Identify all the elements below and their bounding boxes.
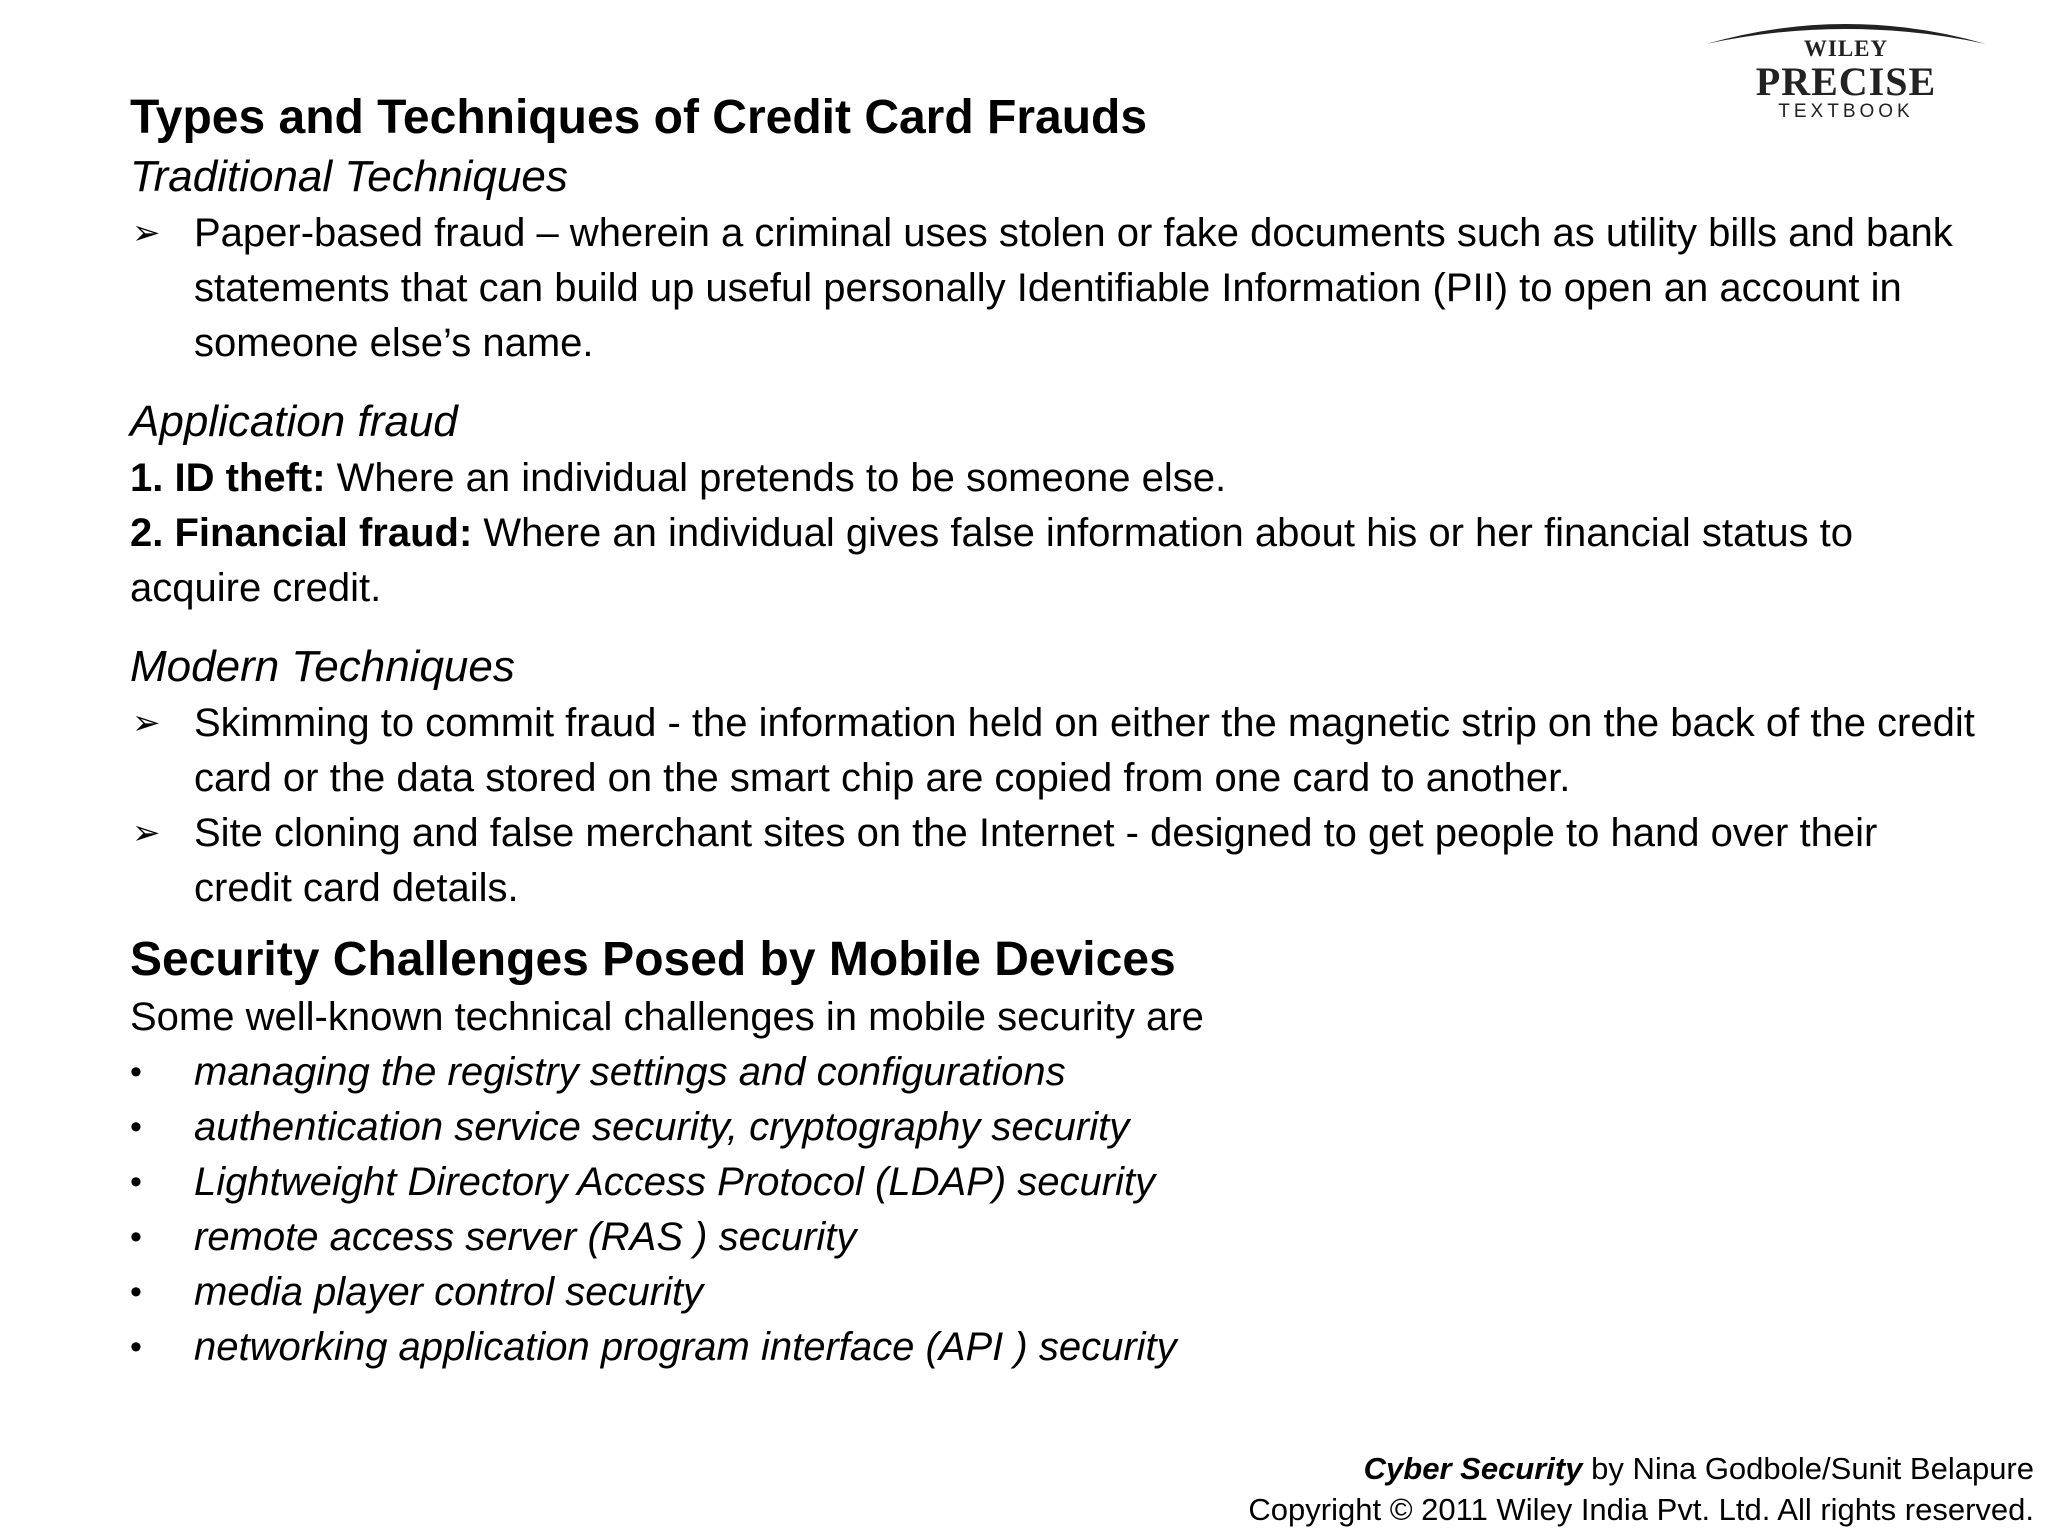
list-item — [130, 1155, 1980, 1210]
list-item — [130, 1045, 1980, 1100]
list-item-text: Lightweight Directory Access Protocol (LDAP) security — [194, 1160, 1156, 1204]
section-intro: Some well-known technical challenges in mobile security are — [130, 995, 1204, 1039]
list-item-text: Site cloning and false merchant sites on the Internet - designed to get people to hand over their credit card details. — [194, 811, 1878, 910]
list-item-text: managing the registry settings and configurations — [194, 1050, 1066, 1094]
application-fraud-item — [130, 451, 1980, 506]
logo-product: PRECISE — [1755, 59, 1937, 104]
logo-tagline: TEXTBOOK — [1778, 101, 1914, 122]
bullet-icon: • — [130, 1328, 142, 1366]
list-item — [130, 1265, 1980, 1320]
list-item-text: remote access server (RAS ) security — [194, 1215, 857, 1259]
book-title: Cyber Security — [1363, 1451, 1583, 1486]
arrow-bullet-icon: ➢ — [132, 704, 161, 742]
footer-copyright: Copyright © 2011 Wiley India Pvt. Ltd. All rights reserved. — [1248, 1492, 2034, 1527]
list-item-text: networking application program interface (API ) security — [194, 1325, 1177, 1369]
item-text: Where an individual gives false information about his or her financial status to acquire credit. — [130, 511, 1854, 610]
section-title-mobile-security: Security Challenges Posed by Mobile Devices — [130, 933, 1176, 986]
list-item — [130, 1320, 1980, 1375]
bullet-icon: • — [130, 1163, 142, 1201]
item-label: 1. ID theft: — [130, 456, 326, 500]
list-item — [130, 206, 1980, 371]
item-text: Where an individual pretends to be someone else. — [325, 456, 1227, 500]
bullet-icon: • — [130, 1218, 142, 1256]
footer-credit — [1248, 1448, 2034, 1489]
list-item — [130, 806, 1980, 916]
section-title-credit-card-frauds: Types and Techniques of Credit Card Frauds — [130, 91, 1148, 144]
slide-footer — [1248, 1448, 2034, 1530]
application-fraud-item — [130, 506, 1980, 616]
slide-content — [130, 88, 1980, 1375]
list-item — [130, 1210, 1980, 1265]
bullet-icon: • — [130, 1273, 142, 1311]
arrow-bullet-icon: ➢ — [132, 814, 161, 852]
book-authors: by Nina Godbole/Sunit Belapure — [1582, 1451, 2034, 1486]
list-item — [130, 1100, 1980, 1155]
logo-brand: WILEY — [1803, 36, 1889, 61]
list-item — [130, 696, 1980, 806]
list-item-text: Skimming to commit fraud - the information held on either the magnetic strip on the back of the credit card or the data stored on the smart chip are copied from one card to another. — [194, 701, 1975, 800]
list-item-text: media player control security — [194, 1270, 704, 1314]
subheading-application-fraud: Application fraud — [130, 397, 458, 446]
list-item-text: Paper-based fraud – wherein a criminal uses stolen or fake documents such as utility bills and bank statements that can build up useful personally Identifiable Information (PII) to open an account in someone else’s name. — [194, 211, 1953, 365]
arrow-bullet-icon: ➢ — [132, 214, 161, 252]
subheading-modern: Modern Techniques — [130, 642, 515, 691]
bullet-icon: • — [130, 1108, 142, 1146]
list-item-text: authentication service security, cryptography security — [194, 1105, 1130, 1149]
subheading-traditional: Traditional Techniques — [130, 152, 568, 201]
item-label: 2. Financial fraud: — [130, 511, 473, 555]
bullet-icon: • — [130, 1053, 142, 1091]
